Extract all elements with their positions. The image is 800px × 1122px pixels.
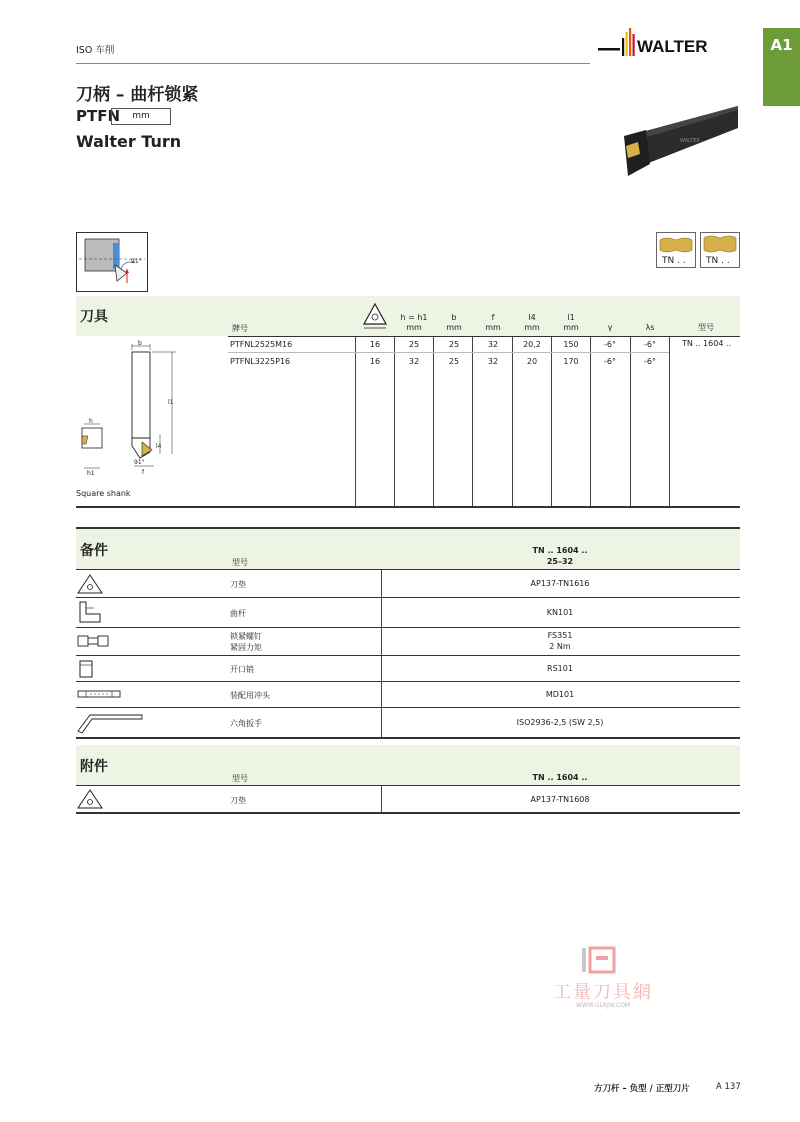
spare-value: MD101 [545, 690, 575, 699]
col-designation: 牌号 [232, 324, 248, 333]
row-rule [76, 569, 740, 570]
tool-dimension-drawing [76, 338, 186, 478]
spare-name: 六角扳手 [230, 719, 262, 728]
accessories-col-header: TN .. 1604 .. [532, 773, 588, 782]
table-cell: 170 [563, 357, 579, 366]
table-cell: 16 [369, 357, 381, 366]
shim-icon [76, 788, 104, 810]
accessory-name: 刀垫 [230, 796, 246, 805]
col-divider [472, 336, 473, 506]
col-divider [381, 785, 382, 813]
spares-header-band [76, 529, 740, 569]
table-row-designation: PTFNL3225P16 [230, 357, 291, 366]
table-cell: 20 [526, 357, 538, 366]
col-f-unit: mm [485, 323, 501, 332]
table-row-designation: PTFNL2525M16 [230, 340, 293, 349]
table-cell: 32 [408, 357, 420, 366]
watermark-logo-icon [580, 946, 626, 976]
svg-text:h1: h1 [87, 470, 95, 477]
table-cell: 25 [408, 340, 420, 349]
col-h-unit: mm [406, 323, 422, 332]
col-l4-top: l4 [528, 313, 536, 322]
brand-text: WALTER [637, 37, 708, 56]
col-gamma: γ [607, 323, 613, 332]
table-cell: 32 [487, 340, 499, 349]
svg-text:91°: 91° [134, 459, 145, 466]
header-rule [76, 63, 590, 64]
col-lambda: λs [645, 323, 655, 332]
row-rule [228, 336, 740, 337]
row-rule [228, 352, 669, 353]
table-cell: 150 [563, 340, 579, 349]
accessories-section-title: 附件 [80, 759, 108, 775]
spares-bottom-rule [76, 737, 740, 739]
row-rule [76, 681, 740, 682]
table-cell: -6° [604, 340, 616, 349]
shim-icon [76, 573, 104, 595]
col-divider [551, 336, 552, 506]
clamp-screw-icon [76, 633, 110, 649]
spare-name: 锁紧螺钉 [230, 632, 262, 641]
svg-text:TN . .: TN . . [662, 256, 686, 266]
spare-value: FS351 [547, 631, 573, 640]
insert-tn-icon [700, 232, 740, 268]
detail-view-diagram [76, 232, 148, 292]
tool-holder-image [620, 102, 740, 180]
accessory-value: AP137-TN1608 [530, 795, 590, 804]
insert-type-value: TN .. 1604 .. [682, 339, 732, 348]
col-f-top: f [491, 313, 495, 322]
svg-text:91°: 91° [131, 258, 142, 265]
col-divider [630, 336, 631, 506]
punch-icon [76, 688, 122, 700]
insert-types [656, 232, 740, 268]
svg-text:TN . .: TN . . [706, 256, 730, 266]
page-number: A 137 [716, 1082, 741, 1092]
col-b-unit: mm [446, 323, 462, 332]
table-cell: -6° [644, 357, 656, 366]
header-section-label: ISO 车削 [76, 45, 115, 56]
spare-name: 刀垫 [230, 580, 246, 589]
spare-value-2: 2 Nm [549, 642, 571, 651]
row-rule [76, 707, 740, 708]
lever-icon [76, 600, 104, 626]
col-divider [669, 336, 670, 506]
spare-name: 开口销 [230, 665, 254, 674]
svg-text:b: b [138, 340, 142, 347]
hex-key-icon [76, 709, 144, 735]
table-cell: 25 [448, 357, 460, 366]
col-divider [355, 336, 356, 506]
split-pin-icon [76, 659, 96, 679]
spares-col-type: 型号 [232, 558, 248, 567]
svg-text:WALTER: WALTER [680, 138, 700, 144]
product-line: Walter Turn [76, 132, 182, 151]
accessories-header-band [76, 745, 740, 785]
table-cell: -6° [604, 357, 616, 366]
insert-tn-icon [656, 232, 696, 268]
accessories-col-type: 型号 [232, 774, 248, 783]
row-rule [76, 597, 740, 598]
accessories-bottom-rule [76, 812, 740, 814]
spares-col-sub: 25–32 [546, 557, 574, 566]
chapter-tab: A1 [763, 28, 800, 106]
insert-ic-icon [362, 302, 388, 330]
col-divider [433, 336, 434, 506]
footer-title: 方刀杆 – 负型 / 正型刀片 [594, 1084, 690, 1094]
col-l1-top: l1 [567, 313, 575, 322]
spares-section-title: 备件 [80, 543, 108, 559]
svg-text:h: h [89, 418, 93, 425]
col-type: 型号 [698, 323, 714, 332]
spares-col-header: TN .. 1604 .. [532, 546, 588, 555]
spare-name: 装配用冲头 [230, 691, 270, 700]
watermark-url: WWW.GLRJW.COM [575, 1002, 631, 1009]
svg-text:l1: l1 [168, 399, 174, 406]
spare-name: 曲杆 [230, 609, 246, 618]
col-l1-unit: mm [563, 323, 579, 332]
unit-badge: mm [111, 108, 171, 125]
walter-logo [598, 28, 740, 62]
svg-text:l4: l4 [156, 443, 162, 450]
svg-text:f: f [142, 469, 145, 476]
col-divider [590, 336, 591, 506]
watermark-text: 工量刀具網 [553, 982, 653, 1003]
table-cell: -6° [644, 340, 656, 349]
shank-caption: Square shank [76, 489, 131, 498]
col-divider [512, 336, 513, 506]
row-rule [76, 785, 740, 786]
watermark [538, 946, 668, 1016]
spare-value: AP137-TN1616 [530, 579, 590, 588]
row-rule [76, 627, 740, 628]
product-code: PTFN [76, 107, 121, 125]
tools-section-title: 刀具 [80, 309, 108, 325]
col-l4-unit: mm [524, 323, 540, 332]
table-bottom-rule [76, 506, 740, 508]
table-cell: 25 [448, 340, 460, 349]
table-cell: 20,2 [523, 340, 541, 349]
col-b-top: b [451, 313, 457, 322]
row-rule [76, 655, 740, 656]
table-cell: 16 [369, 340, 381, 349]
spare-value: KN101 [546, 608, 574, 617]
col-divider [394, 336, 395, 506]
spare-name-2: 紧固力矩 [230, 643, 262, 652]
spare-value: RS101 [547, 664, 573, 673]
page-title: 刀柄 – 曲杆锁紧 [76, 85, 199, 105]
col-h-top: h = h1 [400, 313, 428, 322]
col-divider [381, 569, 382, 737]
spare-value: ISO2936-2,5 (SW 2,5) [516, 718, 604, 727]
table-cell: 32 [487, 357, 499, 366]
